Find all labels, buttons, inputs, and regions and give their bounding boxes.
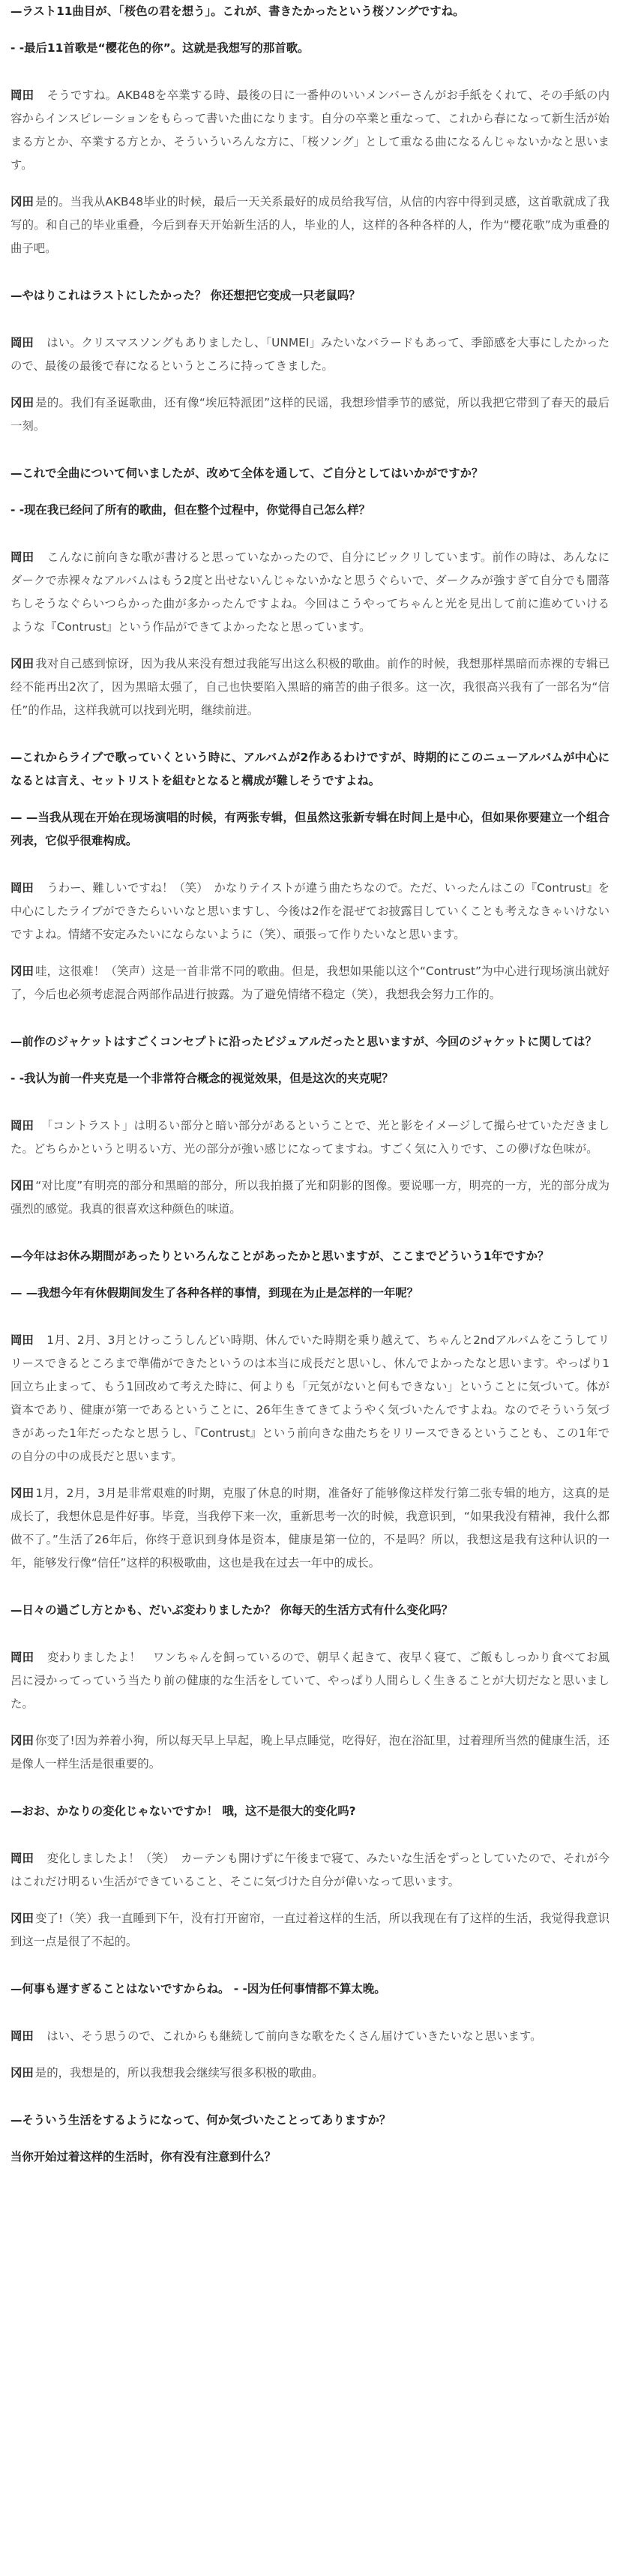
answer-cn bbox=[10, 1174, 610, 1221]
answer-cn bbox=[10, 1729, 610, 1776]
answer-text: こんなに前向きな歌が書けると思っていなかったので、自分にビックリしています。前作の時は、あんなにダークで赤裸々なアルバムはもう2度と出せないんじゃないかなと思うぐらいで、ダークみが強すぎて自分でも闇落ちしそうなぐらいつらかった曲が多かったんですよね。今回はこうやってちゃんと光を見出して前に進めていけるような『Contrust』という作品ができてよかったなと思っています。 bbox=[10, 550, 610, 634]
answer-cn bbox=[10, 391, 610, 438]
answer-text: 1月、2月、3月とけっこうしんどい時期、休んでいた時期を乗り越えて、ちゃんと2ndアルバムをこうしてリリースできるところまで準備ができたというのは本当に成長だと思いし、休んでよかったなと思います。やっぱり1回立ち止まって、もう1回改めて考えた時に、何よりも「元気がないと何もできない」ということに気づいて。体が資本であり、健康が第一であるということに、26年生きてきてようやく気づいたんですよね。なのでそういう気づきがあった1年だったなと思うし、『Contrust』という前向きな曲たちをリリースできるということも、この1年での自分の中の成長だと思います。 bbox=[10, 1333, 610, 1463]
answer-text: “对比度”有明亮的部分和黑暗的部分，所以我拍摄了光和阴影的图像。要说哪一方，明亮的一方，光的部分成为强烈的感觉。我真的很喜欢这种颜色的味道。 bbox=[10, 1179, 610, 1216]
speaker-name: 冈田 bbox=[10, 1179, 34, 1192]
speaker-name: 冈田 bbox=[10, 1486, 34, 1500]
answer-text: うわー、難しいですね！（笑） かなりテイストが違う曲たちなので。ただ、いったんはこの『Contrust』を中心にしたライブができたらいいなと思いますし、今後は2作を混ぜてお披露目していくことも考えなきゃいけないですよね。情緒不安定みたいにならないように（笑）、頑張って作りたいなと思います。 bbox=[10, 881, 610, 941]
speaker-name: 岡田 bbox=[10, 1333, 34, 1347]
question-jp: —今年はお休み期間があったりといろんなことがあったかと思いますが、ここまでどういう1年ですか？ bbox=[10, 1249, 550, 1263]
speaker-name: 冈田 bbox=[10, 1912, 34, 1925]
answer-text: 是的，我想是的，所以我想我会继续写很多积极的歌曲。 bbox=[34, 2066, 324, 2080]
question-jp: —これで全曲について伺いましたが、改めて全体を通して、ご自分としてはいかがですか？ bbox=[10, 466, 484, 480]
answer-text: 是的。我们有圣诞歌曲，还有像“埃厄特派团”这样的民谣，我想珍惜季节的感觉，所以我把它带到了春天的最后一刻。 bbox=[10, 396, 610, 433]
question-mixed: —何事も遅すぎることはないですからね。 - -因为任何事情都不算太晚。 bbox=[10, 1982, 386, 1996]
answer-jp bbox=[10, 1847, 610, 1894]
answer-text: 1月，2月，3月是非常艰难的时期，克服了休息的时期，准备好了能够像这样发行第二张专辑的地方，这真的是成长了，我想休息是件好事。毕竟，当我停下来一次，重新思考一次的时候，我意识到，“如果我没有精神，我什么都做不了。”生活了26年后，你终于意识到身体是资本，健康是第一位的，不是吗？所以，我想这是我有这种认识的一年，能够发行像“信任”这样的积极歌曲，这也是我在过去一年中的成长。 bbox=[10, 1486, 610, 1570]
speaker-name: 冈田 bbox=[10, 657, 34, 670]
speaker-name: 岡田 bbox=[10, 88, 34, 102]
answer-text: 是的。当我从AKB48毕业的时候，最后一天关系最好的成员给我写信，从信的内容中得到灵感，这首歌就成了我写的。和自己的毕业重叠，今后到春天开始新生活的人，毕业的人，这样的各种各样的人，作为“樱花歌”成为重叠的曲子吧。 bbox=[10, 195, 610, 255]
speaker-name: 冈田 bbox=[10, 2066, 34, 2080]
question-cn: 当你开始过着这样的生活时，你有没有注意到什么？ bbox=[10, 2150, 276, 2164]
interview-content bbox=[10, 0, 610, 2169]
answer-text: 哇，这很难！（笑声）这是一首非常不同的歌曲。但是，我想如果能以这个“Contrust”为中心进行现场演出就好了，今后也必须考虑混合两部作品进行披露。为了避免情绪不稳定（笑），我想我会努力工作的。 bbox=[10, 964, 610, 1001]
speaker-name: 岡田 bbox=[10, 881, 34, 895]
speaker-name: 岡田 bbox=[10, 1852, 34, 1865]
question-jp: —ラスト11曲目が、「桜色の君を想う」。これが、書きたかったという桜ソングですね。 bbox=[10, 4, 465, 18]
answer-cn bbox=[10, 960, 610, 1006]
answer-text: 你变了!因为养着小狗，所以每天早上早起，晚上早点睡觉，吃得好，泡在浴缸里，过着理所当然的健康生活，还是像人一样生活是很重要的。 bbox=[10, 1734, 610, 1771]
answer-text: 我对自己感到惊讶，因为我从来没有想过我能写出这么积极的歌曲。前作的时候，我想那样黑暗而赤裸的专辑已经不能再出2次了，因为黑暗太强了，自己也快要陷入黑暗的痛苦的曲子很多。这一次，我很高兴我有了一部名为“信任”的作品，这样我就可以找到光明，继续前进。 bbox=[10, 657, 610, 717]
answer-jp bbox=[10, 2025, 610, 2048]
answer-cn bbox=[10, 1482, 610, 1575]
answer-cn bbox=[10, 1907, 610, 1954]
answer-text: はい、そう思うので、これからも継続して前向きな歌をたくさん届けていきたいなと思います。 bbox=[46, 2029, 542, 2043]
speaker-name: 岡田 bbox=[10, 2029, 34, 2043]
question-cn: — —我想今年有休假期间发生了各种各样的事情，到现在为止是怎样的一年呢？ bbox=[10, 1286, 419, 1300]
answer-text: 变了!（笑）我一直睡到下午，没有打开窗帘，一直过着这样的生活，所以我现在有了这样的生活，我觉得我意识到这一点是很了不起的。 bbox=[10, 1912, 610, 1948]
answer-jp bbox=[10, 331, 610, 378]
speaker-name: 岡田 bbox=[10, 550, 34, 564]
answer-jp bbox=[10, 1646, 610, 1716]
question-jp: —前作のジャケットはすごくコンセプトに沿ったビジュアルだったと思いますが、今回のジャケットに関しては？ bbox=[10, 1035, 597, 1048]
answer-jp bbox=[10, 546, 610, 639]
answer-text: 「コントラスト」は明るい部分と暗い部分があるということで、光と影をイメージして撮らせていただきました。どちらかというと明るい方、光の部分が強い感じになってますね。すごく気に入りです、この儚げな色味が。 bbox=[10, 1119, 610, 1156]
speaker-name: 冈田 bbox=[10, 195, 34, 208]
answer-text: 変化しましたよ！（笑） カーテンも開けずに午後まで寝て、みたいな生活をずっとしていたので、それが今はこれだけ明るい生活ができていること、そこに気づけた自分が偉いなって思います。 bbox=[10, 1852, 610, 1888]
speaker-name: 岡田 bbox=[10, 1651, 34, 1664]
answer-cn bbox=[10, 190, 610, 260]
question-cn: - -现在我已经问了所有的歌曲，但在整个过程中，你觉得自己怎么样？ bbox=[10, 503, 370, 517]
speaker-name: 岡田 bbox=[10, 1119, 34, 1132]
answer-text: はい。クリスマスソングもありましたし、「UNMEI」みたいなバラードもあって、季節感を大事にしたかったので、最後の最後で春になるというところに持ってきました。 bbox=[10, 336, 610, 373]
question-cn: — —当我从现在开始在现场演唱的时候，有两张专辑，但虽然这张新专辑在时间上是中心，但如果你要建立一个组合列表，它似乎很难构成。 bbox=[10, 811, 610, 847]
question-jp: —そういう生活をするようになって、何か気づいたことってありますか？ bbox=[10, 2113, 391, 2127]
speaker-name: 冈田 bbox=[10, 964, 34, 978]
answer-jp bbox=[10, 84, 610, 177]
question-mixed: —日々の過ごし方とかも、だいぶ変わりましたか？ 你每天的生活方式有什么变化吗？ bbox=[10, 1603, 454, 1617]
speaker-name: 冈田 bbox=[10, 1734, 34, 1747]
speaker-name: 岡田 bbox=[10, 336, 34, 349]
question-jp: —これからライブで歌っていくという時に、アルバムが2作あるわけですが、時期的にこのニューアルバムが中心になるとは言え、セットリストを組むとなると構成が難しそうですよね。 bbox=[10, 751, 610, 787]
answer-jp bbox=[10, 1329, 610, 1468]
question-cn: - -最后11首歌是“樱花色的你”。这就是我想写的那首歌。 bbox=[10, 41, 310, 55]
answer-jp bbox=[10, 877, 610, 946]
answer-cn bbox=[10, 652, 610, 722]
answer-cn bbox=[10, 2062, 610, 2085]
question-cn: - -我认为前一件夹克是一个非常符合概念的视觉效果，但是这次的夹克呢？ bbox=[10, 1072, 394, 1085]
question-mixed: —やはりこれはラストにしたかった？ 你还想把它变成一只老鼠吗？ bbox=[10, 289, 361, 302]
speaker-name: 冈田 bbox=[10, 396, 34, 409]
answer-text: そうですね。AKB48を卒業する時、最後の日に一番仲のいいメンバーさんがお手紙をくれて、その手紙の内容からインスピレーションをもらって書いた曲になります。自分の卒業と重なって、これから春になって新生活が始まる方とか、卒業する方とか、そういういろんな方に、「桜ソング」として重なる曲になるんじゃないかなと思います。 bbox=[10, 88, 610, 172]
answer-jp bbox=[10, 1114, 610, 1161]
answer-text: 変わりましたよ！ ワンちゃんを飼っているので、朝早く起きて、夜早く寝て、ご飯もしっかり食べてお風呂に浸かってっていう当たり前の健康的な生活をしていて、やっぱり人間らしく生きることが大切だなと思いました。 bbox=[10, 1651, 610, 1711]
question-mixed: —おお、かなりの変化じゃないですか！ 哦，这不是很大的变化吗? bbox=[10, 1804, 356, 1818]
